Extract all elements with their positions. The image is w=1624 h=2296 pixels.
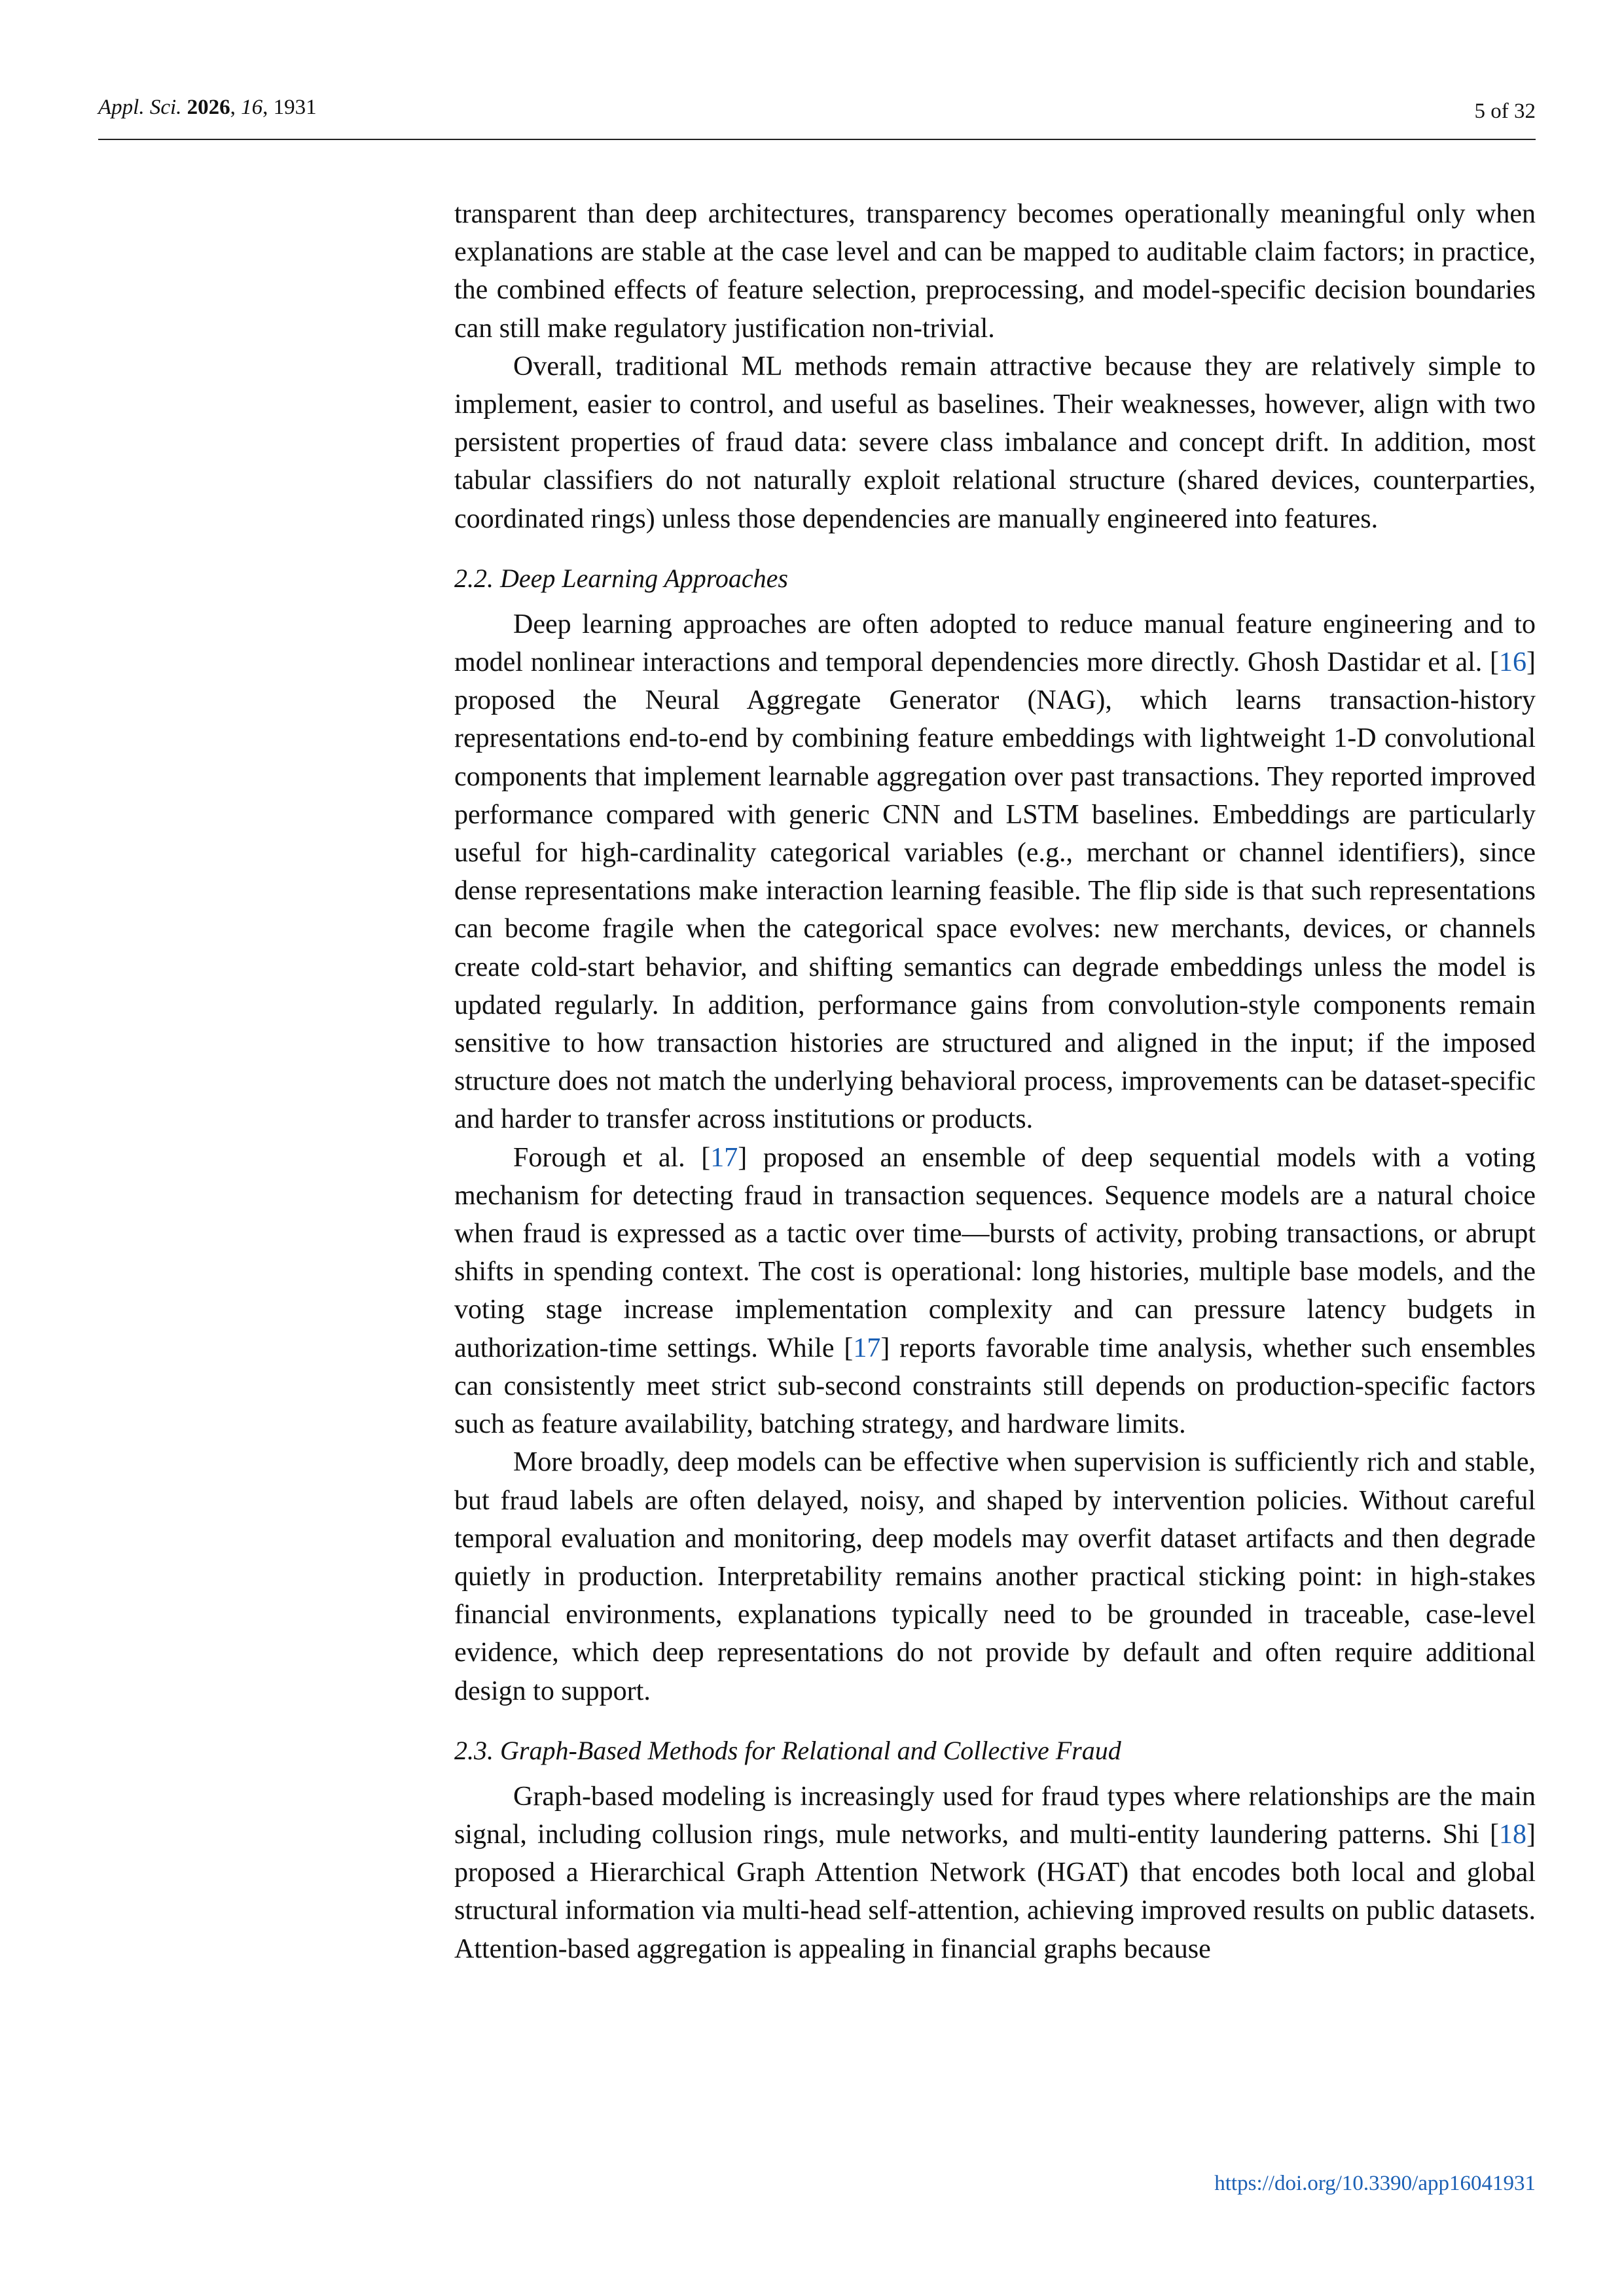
paragraph-graph-based: Graph-based modeling is increasingly used for fraud types where relationships are the main signal, including collusion rings, mule networks, and multi-entity laundering patterns. Shi [18] proposed a Hierarchical Graph Attention Network (HGAT) that encodes both local and global structural information via multi-head self-attention, achieving improved results on public datasets. Attention-based aggregation is appealing in financial graphs because xyxy=(454,1781,1536,1964)
paragraph-overall: Overall, traditional ML methods remain attractive because they are relatively simple to implement, easier to control, and useful as baselines. Their weaknesses, however, align with two persistent properties of fraud data: severe class imbalance and concept drift. In addition, most tabular classifiers do not naturally exploit relational structure (shared devices, counterparties, coordinated rings) unless those dependencies are manually engineered into features. xyxy=(454,351,1536,534)
citation-link[interactable]: 16 xyxy=(1499,647,1526,678)
paragraph-forough: Forough et al. [17] proposed an ensemble of deep sequential models with a voting mechanism for detecting fraud in transaction sequences. Sequence models are a natural choice when fraud is expressed as a tactic over time—bursts of activity, probing transactions, or abrupt shifts in spending context. The cost is operational: long histories, multiple base models, and the voting stage increase implementation complexity and can pressure latency budgets in authorization-time settings. While [17] reports favorable time analysis, whether such ensembles can consistently meet strict sub-second constraints still depends on production-specific factors such as feature availability, batching strategy, and hardware limits. xyxy=(454,1142,1536,1440)
citation-link[interactable]: 17 xyxy=(710,1142,738,1173)
journal-citation: Appl. Sci. 2026, 16, 1931 xyxy=(98,96,317,119)
page-header xyxy=(98,92,1536,140)
citation-link[interactable]: 17 xyxy=(853,1333,881,1363)
section-heading-2-2: 2.2. Deep Learning Approaches xyxy=(454,563,788,593)
journal-year: 2026 xyxy=(187,96,230,119)
citation-link[interactable]: 18 xyxy=(1499,1819,1526,1850)
page-number: 5 of 32 xyxy=(1474,99,1536,123)
paragraph-deep-learning: Deep learning approaches are often adopted to reduce manual feature engineering and to model nonlinear interactions and temporal dependencies more directly. Ghosh Dastidar et al. [16] proposed the Neural Aggregate Generator (NAG), which learns transaction-history representations end-to-end by combining feature embeddings with lightweight 1-D convolutional components that implement learnable aggregation over past transactions. They reported improved performance compared with generic CNN and LSTM baselines. Embeddings are particularly useful for high-cardinality categorical variables (e.g., merchant or channel identifiers), since dense representations make interaction learning feasible. The flip side is that such representations can become fragile when the categorical space evolves: new merchants, devices, or channels create cold-start behavior, and shifting semantics can degrade embeddings unless the model is updated regularly. In addition, performance gains from convolution-style components remain sensitive to how transaction histories are structured and aligned in the input; if the imposed structure does not match the underlying behavioral process, improvements can be dataset-specific and harder to transfer across institutions or products. xyxy=(454,609,1536,1135)
journal-name: Appl. Sci. xyxy=(98,96,182,119)
paragraph-more-broadly: More broadly, deep models can be effective when supervision is sufficiently rich and stable, but fraud labels are often delayed, noisy, and shaped by intervention policies. Without careful temporal evaluation and monitoring, deep models may overfit dataset artifacts and then degrade quietly in production. Interpretability remains another practical sticking point: in high-stakes financial environments, explanations typically need to be grounded in traceable, case-level evidence, which deep representations do not provide by default and often require additional design to support. xyxy=(454,1447,1536,1706)
doi-link[interactable]: https://doi.org/10.3390/app16041931 xyxy=(1214,2172,1536,2195)
paragraph-continuation: transparent than deep architectures, transparency becomes operationally meaningful only when explanations are stable at the case level and can be mapped to auditable claim factors; in practice, the combined effects of feature selection, preprocessing, and model-specific decision boundaries can still make regulatory justification non-trivial. xyxy=(454,199,1536,344)
journal-volume: 16 xyxy=(241,96,263,119)
article-body xyxy=(454,195,1536,1968)
article-number: 1931 xyxy=(273,96,317,119)
section-heading-2-3: 2.3. Graph-Based Methods for Relational and Collective Fraud xyxy=(454,1735,1121,1765)
